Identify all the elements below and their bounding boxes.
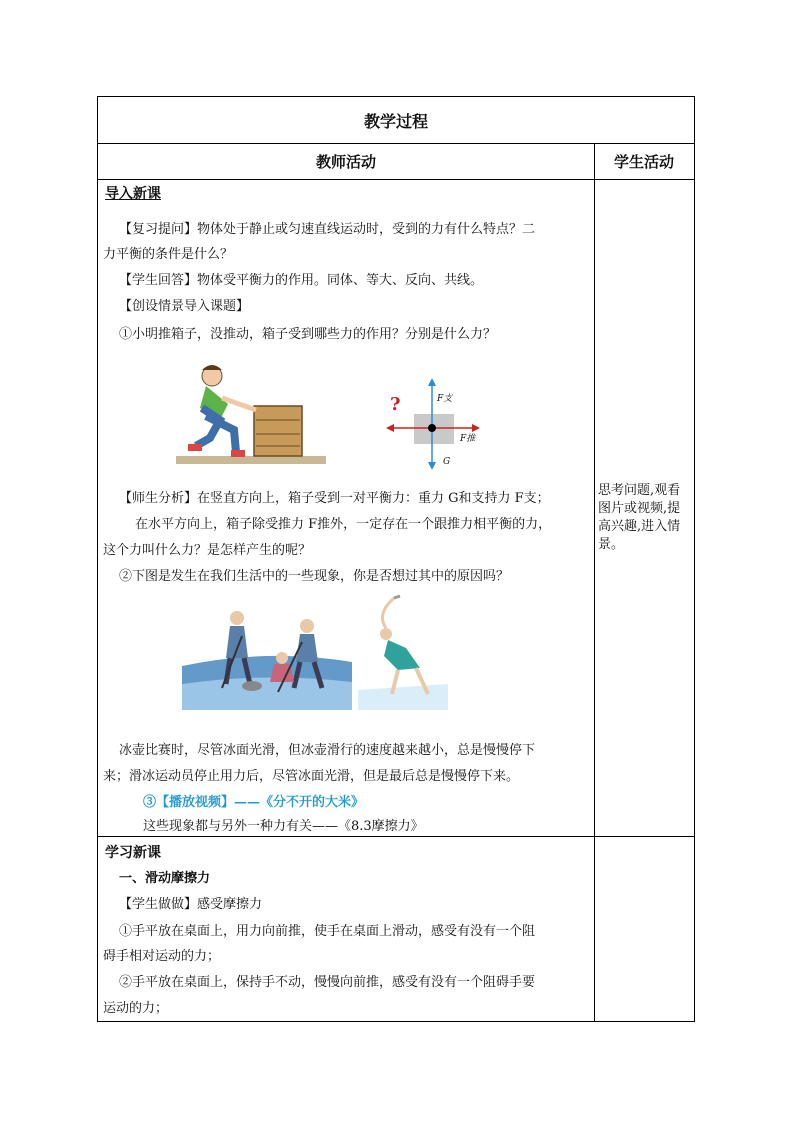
student-do-it: 【学生做做】感受摩擦力 bbox=[119, 897, 263, 912]
column-divider bbox=[594, 143, 595, 1021]
divider bbox=[98, 836, 694, 837]
floor bbox=[176, 456, 326, 464]
question-item-2: ②下图是发生在我们生活中的一些现象，你是否想过其中的原因吗？ bbox=[119, 569, 510, 584]
header-student: 学生活动 bbox=[613, 152, 674, 171]
wooden-box bbox=[254, 406, 302, 456]
header-teacher: 教师活动 bbox=[315, 152, 376, 171]
curling-text-line1: 冰壶比赛时，尽管冰面光滑，但冰壶滑行的速度越来越小，总是慢慢停下 bbox=[119, 743, 536, 758]
video-number: ③ bbox=[143, 795, 157, 810]
review-question-line2: 力平衡的条件是什么？ bbox=[103, 247, 234, 262]
boy-pushing-box-illustration bbox=[176, 360, 328, 464]
figure-skater-illustration bbox=[358, 594, 448, 710]
video-line bbox=[143, 794, 364, 812]
analysis-line2: 在水平方向上，箱子除受推力 F推外，一定存在一个跟推力相平衡的力， bbox=[135, 517, 552, 532]
video-label: 【播放视频】——《分不开的大米》 bbox=[156, 795, 365, 810]
divider bbox=[98, 179, 694, 180]
subsection-sliding-friction: 一、滑动摩擦力 bbox=[119, 871, 211, 886]
curling-illustration bbox=[182, 596, 352, 710]
question-item-1: ①小明推箱子，没推动，箱子受到哪些力的作用？分别是什么力？ bbox=[119, 327, 497, 342]
force-diagram bbox=[386, 378, 486, 472]
step1-line2: 碍手相对运动的力； bbox=[103, 949, 221, 964]
question-mark: ? bbox=[390, 394, 401, 415]
analysis-line1: 【师生分析】在竖直方向上，箱子受到一对平衡力：重力 G和支持力 F支； bbox=[119, 491, 550, 506]
topic-line: 这些现象都与另外一种力有关——《8.3摩擦力》 bbox=[143, 819, 424, 834]
curling-stone bbox=[242, 681, 262, 691]
section-title-intro: 导入新课 bbox=[105, 186, 161, 202]
center-point bbox=[428, 424, 436, 432]
curling-text-line2: 来；滑冰运动员停止用力后，尽管冰面光滑，但是最后总是慢慢停下来。 bbox=[103, 769, 520, 784]
analysis-line3: 这个力叫什么力？是怎样产生的呢？ bbox=[103, 543, 312, 558]
review-question-line1: 【复习提问】物体处于静止或匀速直线运动时，受到的力有什么特点？二 bbox=[119, 222, 536, 237]
student-activity-intro: 思考问题,观看图片或视频,提高兴趣,进入情景。 bbox=[598, 483, 681, 552]
gravity-label: G bbox=[443, 457, 451, 467]
step1-line1: ①手平放在桌面上，用力向前推，使手在桌面上滑动，感受有没有一个阻 bbox=[119, 924, 536, 939]
support-force-label: F支 bbox=[437, 394, 453, 404]
scenario-heading: 【创设情景导入课题】 bbox=[119, 299, 250, 314]
push-force-label: F推 bbox=[460, 434, 476, 444]
table-title: 教学过程 bbox=[363, 111, 428, 131]
section-title-learn: 学习新课 bbox=[105, 845, 161, 861]
student-answer: 【学生回答】物体受平衡力的作用。同体、等大、反向、共线。 bbox=[119, 273, 484, 288]
step2-line2: 运动的力； bbox=[103, 1001, 169, 1016]
step2-line1: ②手平放在桌面上，保持手不动，慢慢向前推，感受有没有一个阻碍手要 bbox=[119, 975, 536, 990]
